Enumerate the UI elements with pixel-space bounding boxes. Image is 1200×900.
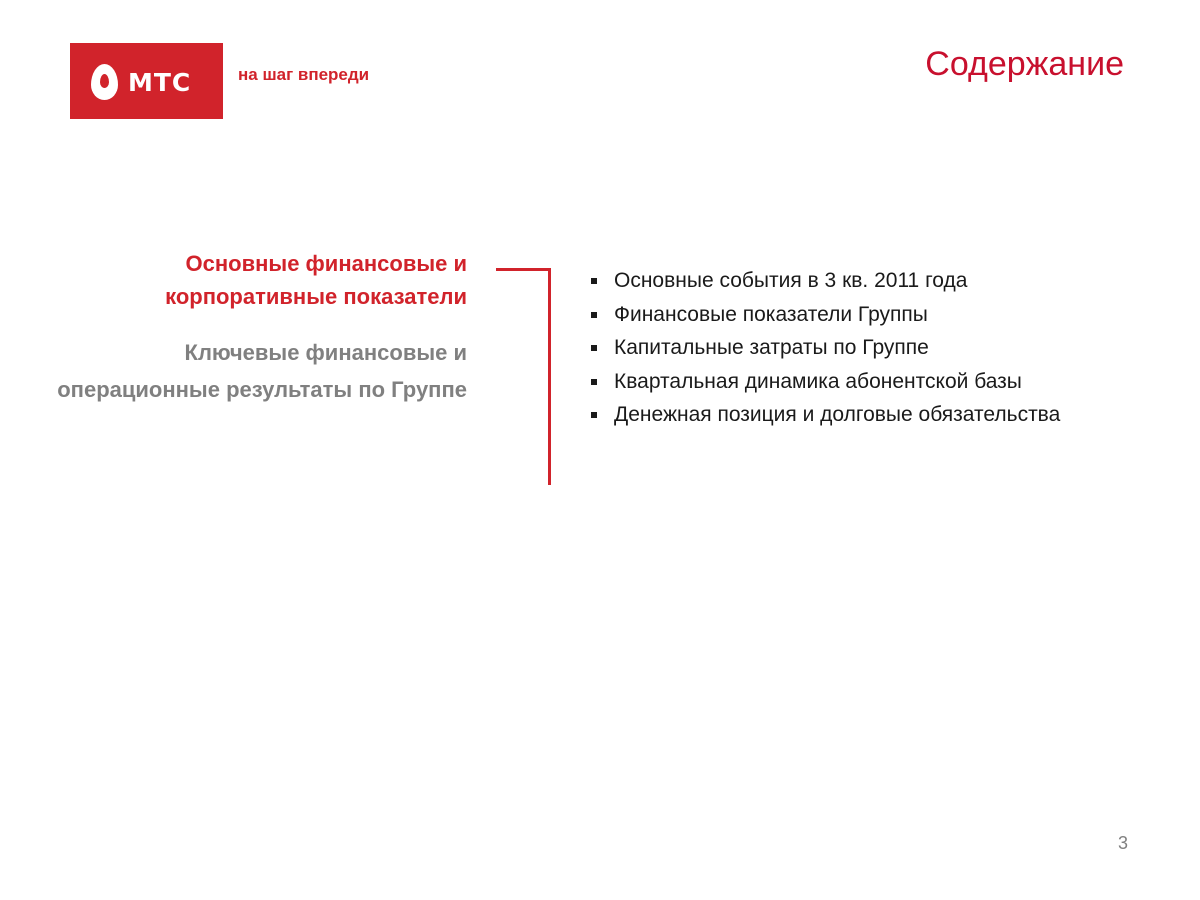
mts-logo [70,43,223,119]
page-title: Содержание [925,45,1124,83]
list-item [590,398,1060,432]
list-item [590,264,1060,298]
square-bullet-icon [591,345,597,351]
brand-slogan: на шаг впереди [238,65,370,84]
list-item-label: Основные события в 3 кв. 2011 года [614,269,968,292]
list-item [590,331,1060,365]
square-bullet-icon [591,312,597,318]
bracket-top-line [496,268,551,271]
list-item-label: Денежная позиция и долговые обязательства [614,403,1061,426]
list-item-label: Финансовые показатели Группы [614,302,928,326]
list-item-label: Капитальные затраты по Группе [614,336,929,359]
agenda-list [590,264,1060,432]
logo-text: МТС [128,68,192,97]
square-bullet-icon [591,278,597,284]
square-bullet-icon [591,412,597,418]
egg-logo-icon [91,64,118,100]
list-item [590,365,1060,399]
square-bullet-icon [591,379,597,385]
egg-logo-icon-inner [100,74,109,88]
list-item-label: Квартальная динамика абонентской базы [614,369,1022,393]
section-key-results[interactable]: Ключевые финансовые и операционные результаты по Группе [57,340,467,402]
bracket-vertical-line [548,268,551,485]
section-financial-corporate-indicators[interactable]: Основные финансовые и корпоративные показатели [165,251,467,309]
section-bracket [496,268,551,485]
section-navigation [47,247,467,408]
page-number: 3 [1117,833,1128,853]
list-item [590,298,1060,332]
